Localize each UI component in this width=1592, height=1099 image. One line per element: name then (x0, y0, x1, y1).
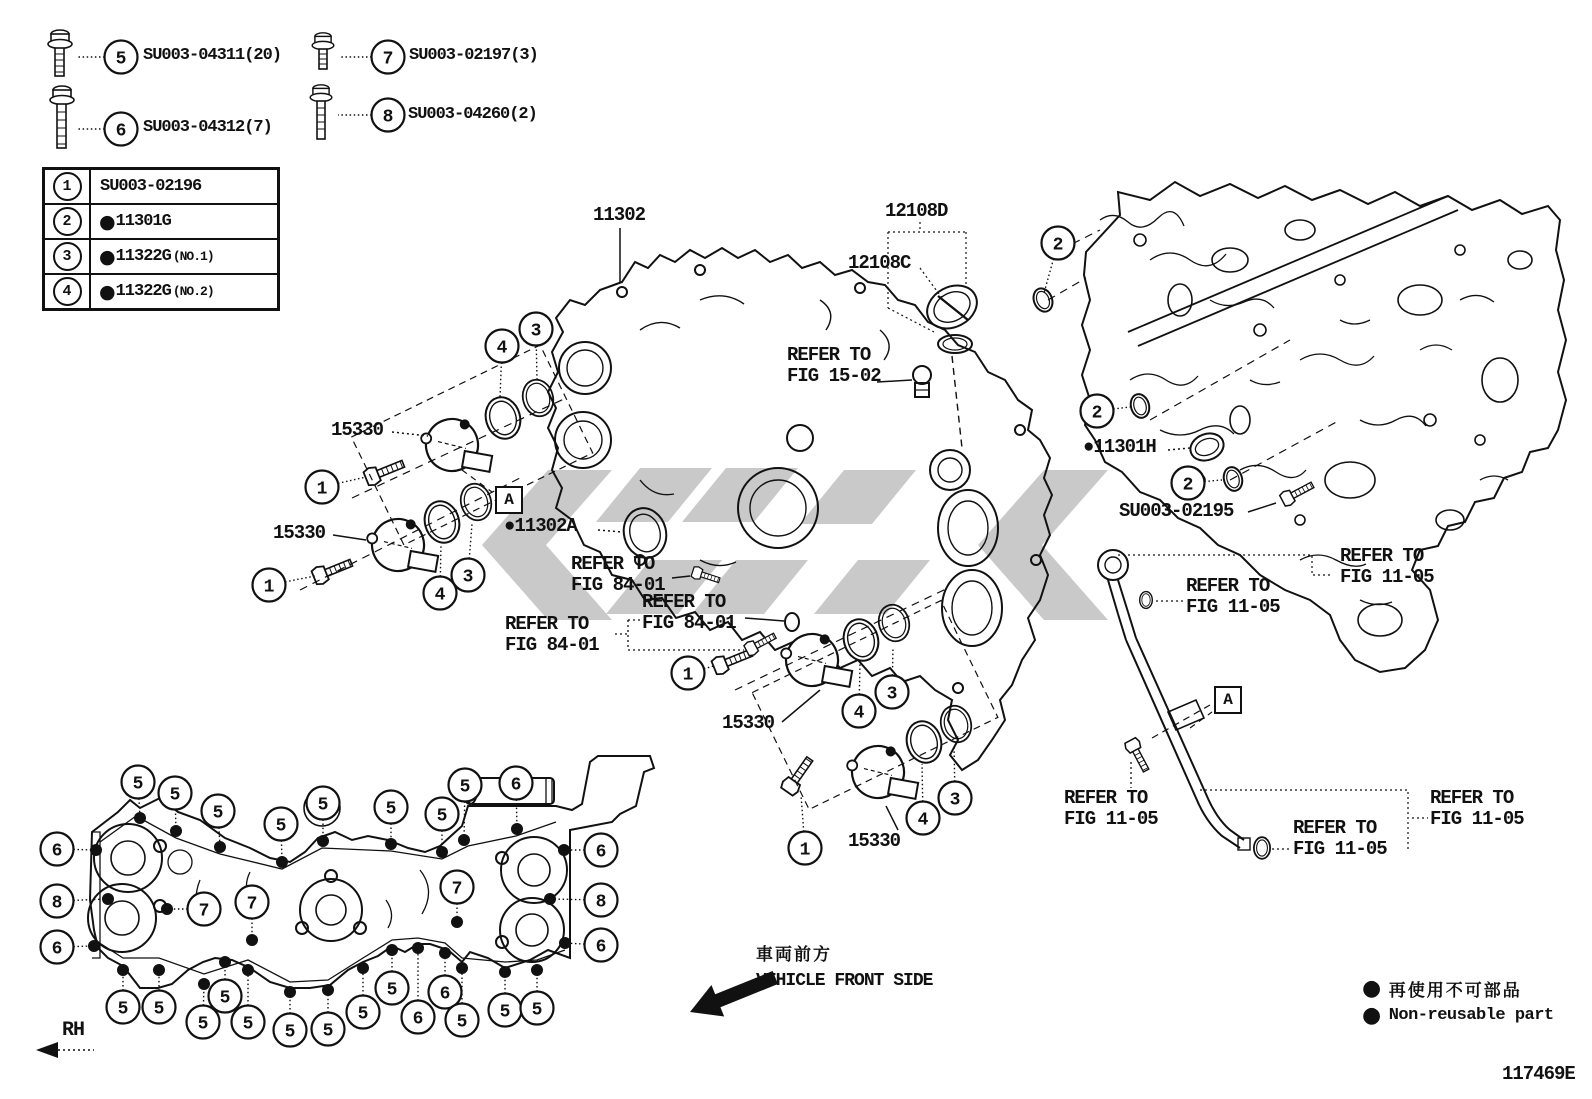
part-label-12108c: 12108C (848, 252, 911, 274)
callout-7 (236, 886, 269, 919)
bolt-dot (219, 956, 231, 968)
bolt-dot (134, 812, 146, 824)
refer-fig-84-01-note-a: REFER TO FIG 84-01 (571, 553, 665, 597)
svg-text:3: 3 (886, 684, 898, 705)
figure-id: 117469E (1502, 1063, 1575, 1085)
svg-text:5: 5 (357, 1004, 369, 1025)
refer-fig-11-05-note-a: REFER TO FIG 11-05 (1340, 545, 1434, 589)
bolt-dot (88, 940, 100, 952)
callout-6 (585, 929, 618, 962)
callout-2 (1042, 227, 1075, 260)
svg-text:5: 5 (275, 816, 287, 837)
callout-4 (424, 577, 457, 610)
callout-5 (265, 808, 298, 841)
rh-label: RH (62, 1019, 85, 1042)
svg-text:2: 2 (1052, 235, 1064, 256)
bolt-dot (322, 984, 334, 996)
callout-5 (375, 791, 408, 824)
callout-1 (306, 471, 339, 504)
callout-2 (1081, 395, 1114, 428)
callout-7 (372, 41, 405, 74)
legend-dot-icon: ● (1362, 1003, 1381, 1028)
bolt-dot (214, 841, 226, 853)
svg-text:6: 6 (595, 842, 607, 863)
svg-text:5: 5 (386, 980, 398, 1001)
bolt-dot (153, 964, 165, 976)
callout-4 (843, 695, 876, 728)
svg-text:4: 4 (917, 810, 929, 831)
svg-text:5: 5 (219, 988, 231, 1009)
svg-text:3: 3 (530, 321, 542, 342)
callout-5 (307, 787, 340, 820)
svg-text:3: 3 (462, 567, 474, 588)
callout-7 (188, 893, 221, 926)
callout-4 (907, 802, 940, 835)
callout-1 (253, 569, 286, 602)
legend-non-reusable-jp: ● 再使用不可部品 (1362, 976, 1522, 1001)
svg-text:4: 4 (496, 338, 508, 359)
svg-text:8: 8 (51, 893, 63, 914)
svg-text:7: 7 (198, 901, 210, 922)
callout-5 (209, 980, 242, 1013)
svg-text:6: 6 (510, 775, 522, 796)
callout-6 (41, 931, 74, 964)
callout-5 (449, 769, 482, 802)
bolt-dot (559, 937, 571, 949)
bolt-dot (458, 834, 470, 846)
callout-8 (41, 885, 74, 918)
fastener-part-8: SU003-04260(2) (408, 105, 537, 124)
part-label-12108d: 12108D (885, 200, 948, 222)
svg-text:5: 5 (531, 1000, 543, 1021)
part-number: 11301G (115, 212, 171, 231)
callout-5 (202, 795, 235, 828)
svg-text:5: 5 (436, 806, 448, 827)
svg-text:1: 1 (799, 840, 811, 861)
callout-3 (939, 782, 972, 815)
bolt-dot (317, 835, 329, 847)
callout-8 (585, 884, 618, 917)
table-row: 3 ● 11322G (NO.1) (45, 238, 277, 273)
bolt-dot (170, 825, 182, 837)
bolt-dot (511, 823, 523, 835)
part-label-15330-4: 15330 (848, 830, 901, 852)
callout-1 (672, 657, 705, 690)
refer-fig-84-01-note-c: REFER TO FIG 84-01 (505, 613, 599, 657)
callout-6 (402, 1001, 435, 1034)
svg-text:8: 8 (382, 107, 394, 128)
table-row: 4 ● 11322G (NO.2) (45, 273, 277, 308)
refer-fig-11-05-note-c: REFER TO FIG 11-05 (1064, 787, 1158, 831)
part-number: 11322G (115, 247, 171, 266)
svg-text:6: 6 (51, 939, 63, 960)
bolt-dot (439, 947, 451, 959)
part-label-15330-3: 15330 (722, 712, 775, 734)
callout-3 (876, 676, 909, 709)
bolt-dot (436, 846, 448, 858)
svg-text:7: 7 (451, 879, 463, 900)
svg-text:5: 5 (456, 1012, 468, 1033)
callout-6 (500, 767, 533, 800)
svg-text:5: 5 (317, 795, 329, 816)
svg-text:5: 5 (115, 49, 127, 70)
svg-text:2: 2 (1182, 475, 1194, 496)
bolt-dot (451, 916, 463, 928)
svg-text:5: 5 (197, 1014, 209, 1035)
bolt-dot (276, 856, 288, 868)
callout-2 (1172, 467, 1205, 500)
row-number: 4 (53, 277, 82, 306)
part-number: SU003-02196 (100, 177, 202, 196)
fastener-part-5: SU003-04311(20) (143, 46, 282, 65)
svg-text:5: 5 (117, 999, 129, 1020)
svg-text:5: 5 (322, 1021, 334, 1042)
bolt-dot (412, 942, 424, 954)
refer-fig-11-05-note-d: REFER TO FIG 11-05 (1293, 817, 1387, 861)
svg-text:7: 7 (246, 894, 258, 915)
vehicle-front-en: VEHICLE FRONT SIDE (756, 971, 933, 991)
callout-5 (347, 996, 380, 1029)
svg-text:5: 5 (459, 777, 471, 798)
refer-fig-15-02-note: REFER TO FIG 15-02 (787, 344, 881, 388)
callout-1 (789, 832, 822, 865)
svg-text:1: 1 (682, 665, 694, 686)
svg-text:5: 5 (153, 999, 165, 1020)
callout-6 (105, 113, 138, 146)
parts-table (42, 167, 280, 311)
svg-text:1: 1 (263, 577, 275, 598)
callout-5 (446, 1004, 479, 1037)
part-number: 11322G (115, 282, 171, 301)
bolt-dot (531, 964, 543, 976)
callout-5 (107, 991, 140, 1024)
non-reusable-dot: ● (99, 245, 115, 268)
bolt-dot (90, 844, 102, 856)
vehicle-front-jp: 車両前方 (756, 945, 832, 965)
non-reusable-dot: ● (99, 280, 115, 303)
refer-fig-11-05-note-e: REFER TO FIG 11-05 (1430, 787, 1524, 831)
row-number: 1 (53, 172, 82, 201)
callout-8 (372, 99, 405, 132)
bolt-dot (544, 893, 556, 905)
bolt-dot (456, 962, 468, 974)
bolt-dot (558, 844, 570, 856)
svg-text:8: 8 (595, 892, 607, 913)
bolt-dot (284, 986, 296, 998)
refer-fig-84-01-note-b: REFER TO FIG 84-01 (642, 591, 736, 635)
non-reusable-dot: ● (99, 210, 115, 233)
svg-text:4: 4 (434, 585, 446, 606)
row-number: 3 (53, 242, 82, 271)
view-marker-a-1: A (495, 486, 523, 514)
callout-3 (520, 313, 553, 346)
svg-text:7: 7 (382, 49, 394, 70)
bolt-dot (102, 893, 114, 905)
part-label-su003-02195: SU003-02195 (1119, 500, 1234, 522)
bolt-dot (117, 964, 129, 976)
table-row (45, 170, 277, 203)
callout-5 (122, 766, 155, 799)
callout-5 (312, 1013, 345, 1046)
callout-5 (159, 777, 192, 810)
svg-text:4: 4 (853, 703, 865, 724)
bolt-dot (246, 934, 258, 946)
callout-5 (521, 992, 554, 1025)
refer-fig-11-05-note-b: REFER TO FIG 11-05 (1186, 575, 1280, 619)
svg-text:6: 6 (51, 841, 63, 862)
callout-5 (232, 1006, 265, 1039)
part-label-15330-2: 15330 (273, 522, 326, 544)
svg-text:3: 3 (949, 790, 961, 811)
callout-6 (585, 834, 618, 867)
svg-text:5: 5 (242, 1014, 254, 1035)
legend-non-reusable-en: ● Non-reusable part (1362, 1003, 1554, 1028)
svg-text:5: 5 (212, 803, 224, 824)
bolt-dot (161, 903, 173, 915)
bolt-dot (198, 978, 210, 990)
callout-5 (187, 1006, 220, 1039)
svg-text:5: 5 (132, 774, 144, 795)
callout-5 (489, 994, 522, 1027)
legend-dot-icon: ● (1362, 976, 1381, 1001)
bolt-dot (499, 966, 511, 978)
fastener-part-7: SU003-02197(3) (409, 46, 538, 65)
svg-text:6: 6 (439, 984, 451, 1005)
svg-text:5: 5 (169, 785, 181, 806)
bolt-dot (242, 964, 254, 976)
callout-5 (143, 991, 176, 1024)
callout-3 (452, 559, 485, 592)
bolt-dot (386, 944, 398, 956)
part-label-11302a: ●11302A (504, 515, 577, 537)
table-row (45, 203, 277, 238)
svg-text:5: 5 (284, 1022, 296, 1043)
view-marker-a-2: A (1214, 686, 1242, 714)
row-number: 2 (53, 207, 82, 236)
callout-7 (441, 871, 474, 904)
part-label-11301h: ●11301H (1083, 436, 1156, 458)
part-label-11302: 11302 (593, 204, 646, 226)
bolt-dot (385, 838, 397, 850)
part-label-15330-1: 15330 (331, 419, 384, 441)
svg-text:5: 5 (385, 799, 397, 820)
svg-text:2: 2 (1091, 403, 1103, 424)
svg-text:6: 6 (115, 121, 127, 142)
callout-5 (426, 798, 459, 831)
fastener-part-6: SU003-04312(7) (143, 118, 272, 137)
svg-text:5: 5 (499, 1002, 511, 1023)
svg-text:6: 6 (595, 937, 607, 958)
callout-4 (486, 330, 519, 363)
callout-5 (376, 972, 409, 1005)
bolt-dot (357, 962, 369, 974)
callout-6 (41, 833, 74, 866)
svg-text:1: 1 (316, 479, 328, 500)
callout-5 (274, 1014, 307, 1047)
svg-text:6: 6 (412, 1009, 424, 1030)
callout-5 (105, 41, 138, 74)
